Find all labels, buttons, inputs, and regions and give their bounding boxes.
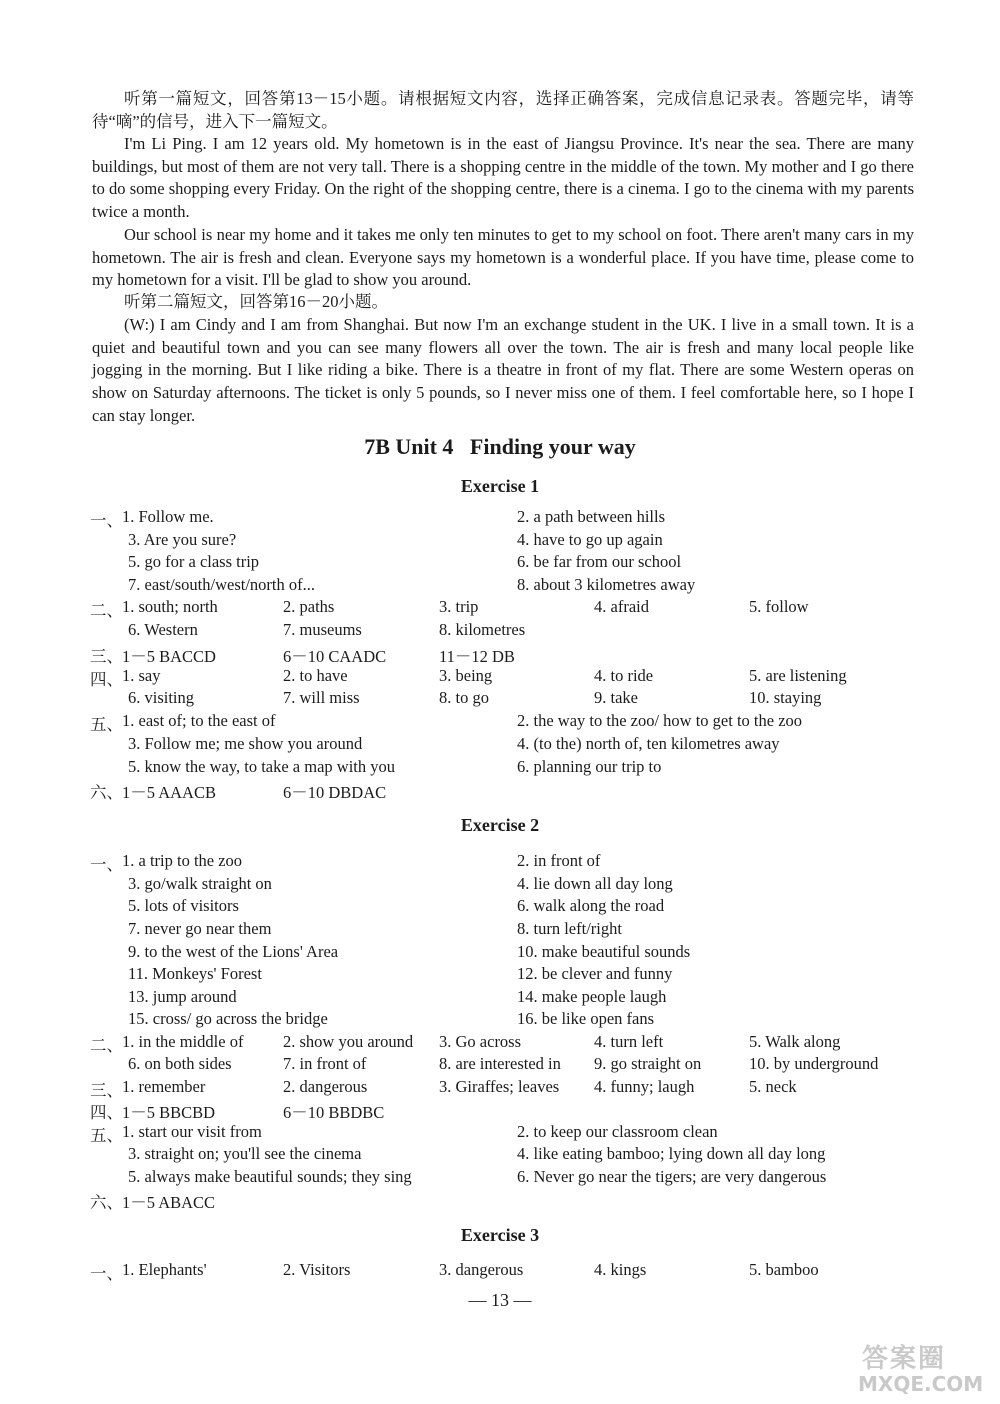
answer-item: 6. visiting [128, 688, 195, 707]
answer-row [0, 666, 1000, 688]
answer-item: 3. dangerous [439, 1260, 524, 1279]
answer-row [0, 1077, 1000, 1099]
answer-row [0, 530, 1000, 552]
answer-item: 4. turn left [594, 1032, 664, 1051]
answer-item: 2. to keep our classroom clean [517, 1122, 718, 1141]
answer-row [0, 1260, 1000, 1282]
answer-item: 4. afraid [594, 597, 649, 616]
answer-item: 1. east of; to the east of [122, 711, 276, 730]
answer-item: 7. never go near them [128, 919, 272, 938]
section-marker: 一、 [90, 511, 123, 530]
answer-item: 10. make beautiful sounds [517, 942, 691, 961]
answer-item: 3. go/walk straight on [128, 874, 272, 893]
answer-item: 4. to ride [594, 666, 654, 685]
answer-item: 9. to the west of the Lions' Area [128, 942, 339, 961]
answer-item: 4. like eating bamboo; lying down all day long [517, 1144, 826, 1163]
answer-item: 3. Giraffes; leaves [439, 1077, 560, 1096]
answer-item: 4. have to go up again [517, 530, 663, 549]
answer-item: 4. lie down all day long [517, 874, 673, 893]
answer-item: 1. start our visit from [122, 1122, 262, 1141]
answer-item: 4. kings [594, 1260, 647, 1279]
answer-item: 6. planning our trip to [517, 757, 662, 776]
answer-row [0, 757, 1000, 779]
answer-item: 1. say [122, 666, 161, 685]
answer-item: 1－5 BACCD [122, 647, 216, 666]
answer-row [0, 987, 1000, 1009]
answer-row [0, 734, 1000, 756]
answer-row [0, 1144, 1000, 1166]
answer-item: 1. a trip to the zoo [122, 851, 243, 870]
section-marker: 二、 [90, 1036, 123, 1055]
answer-item: 3. being [439, 666, 493, 685]
answer-item: 11. Monkeys' Forest [128, 964, 262, 983]
section-marker: 三、 [90, 647, 123, 666]
section-marker: 一、 [90, 1264, 123, 1283]
answer-item: 10. staying [749, 688, 822, 707]
section-marker: 四、 [90, 670, 123, 689]
answer-row [0, 597, 1000, 619]
answer-item: 1. in the middle of [122, 1032, 244, 1051]
answer-row [0, 1054, 1000, 1076]
listening-intro-1: 听第一篇短文，回答第13－15小题。请根据短文内容，选择正确答案，完成信息记录表。答题完毕，请等待“嘀”的信号，进入下一篇短文。 [92, 89, 914, 131]
watermark-url: MXQE.COM [858, 1372, 984, 1396]
answer-row [0, 643, 1000, 665]
answer-item: 6. Never go near the tigers; are very dangerous [517, 1167, 827, 1186]
exercise-heading: Exercise 2 [460, 815, 540, 835]
section-marker: 六、 [90, 783, 123, 802]
answer-item: 5. lots of visitors [128, 896, 239, 915]
answer-item: 6－10 CAADC [283, 647, 387, 666]
answer-item: 8. turn left/right [517, 919, 622, 938]
answer-item: 6. walk along the road [517, 896, 665, 915]
answer-item: 5. go for a class trip [128, 552, 260, 571]
answer-row [0, 688, 1000, 710]
answer-item: 11－12 DB [439, 647, 515, 666]
answer-item: 12. be clever and funny [517, 964, 673, 983]
answer-row [0, 942, 1000, 964]
answer-item: 7. will miss [283, 688, 360, 707]
watermark-logo: 答案圈 [862, 1344, 947, 1374]
answer-item: 1－5 AAACB [122, 783, 216, 802]
answer-row [0, 1099, 1000, 1121]
answer-item: 1. south; north [122, 597, 218, 616]
section-marker: 二、 [90, 601, 123, 620]
answer-row [0, 851, 1000, 873]
section-marker: 五、 [90, 715, 123, 734]
answer-row [0, 964, 1000, 986]
answer-item: 3. Follow me; me show you around [128, 734, 363, 753]
listening-intro-2: 听第二篇短文，回答第16－20小题。 [124, 292, 388, 311]
answer-item: 6－10 BBDBC [283, 1103, 385, 1122]
answer-item: 9. take [594, 688, 638, 707]
answer-item: 8. kilometres [439, 620, 526, 639]
answer-item: 2. paths [283, 597, 335, 616]
answer-item: 9. go straight on [594, 1054, 702, 1073]
answer-row [0, 620, 1000, 642]
answer-item: 2. to have [283, 666, 348, 685]
answer-item: 7. in front of [283, 1054, 367, 1073]
answer-item: 5. neck [749, 1077, 797, 1096]
answer-item: 7. museums [283, 620, 362, 639]
answer-item: 5. follow [749, 597, 809, 616]
answer-item: 1－5 BBCBD [122, 1103, 216, 1122]
section-marker: 六、 [90, 1193, 123, 1212]
answer-item: 2. the way to the zoo/ how to get to the zoo [517, 711, 803, 730]
unit-title: 7B Unit 4 Finding your way [364, 434, 636, 459]
answer-item: 2. Visitors [283, 1260, 351, 1279]
answer-row [0, 507, 1000, 529]
answer-item: 2. dangerous [283, 1077, 368, 1096]
answer-item: 5. are listening [749, 666, 847, 685]
answer-item: 16. be like open fans [517, 1009, 655, 1028]
answer-row [0, 575, 1000, 597]
answer-row [0, 1189, 1000, 1211]
answer-item: 6. Western [128, 620, 198, 639]
answer-item: 8. to go [439, 688, 489, 707]
answer-row [0, 711, 1000, 733]
section-marker: 一、 [90, 855, 123, 874]
answer-row [0, 1122, 1000, 1144]
answer-item: 5. always make beautiful sounds; they sing [128, 1167, 412, 1186]
answer-item: 15. cross/ go across the bridge [128, 1009, 328, 1028]
answer-row [0, 779, 1000, 801]
answer-row [0, 919, 1000, 941]
answer-row [0, 552, 1000, 574]
answer-item: 1. Follow me. [122, 507, 214, 526]
answer-row [0, 1032, 1000, 1054]
answer-item: 10. by underground [749, 1054, 879, 1073]
answer-row [0, 1009, 1000, 1031]
page-number: — 13 — [468, 1290, 532, 1310]
section-marker: 四、 [90, 1103, 123, 1122]
answer-item: 4. funny; laugh [594, 1077, 695, 1096]
answer-item: 1. Elephants' [122, 1260, 207, 1279]
section-marker: 三、 [90, 1081, 123, 1100]
answer-row [0, 1167, 1000, 1189]
answer-item: 1－5 ABACC [122, 1193, 216, 1212]
answer-item: 3. Go across [439, 1032, 522, 1051]
answer-item: 7. east/south/west/north of... [128, 575, 315, 594]
answer-item: 3. Are you sure? [128, 530, 237, 549]
passage-paragraph: I'm Li Ping. I am 12 years old. My hometown is in the east of Jiangsu Province. It's near the sea. There are many buildings, but most of them are not very tall. There is a shopping centre in the middle of the town. My mother and I go there to do some shopping every Friday. On the right of the shopping centre, there is a cinema. I go to the cinema with my parents twice a month. [92, 134, 914, 222]
exercise-heading: Exercise 1 [460, 476, 540, 496]
answer-item: 2. show you around [283, 1032, 414, 1051]
section-marker: 五、 [90, 1126, 123, 1145]
passage-paragraph: Our school is near my home and it takes me only ten minutes to get to my school on foot. There aren't many cars in my hometown. The air is fresh and clean. Everyone says my hometown is a wonderful place. If you have time, please come to my hometown for a visit. I'll be glad to show you around. [92, 225, 914, 290]
answer-item: 8. about 3 kilometres away [517, 575, 696, 594]
answer-item: 2. in front of [517, 851, 601, 870]
answer-item: 3. trip [439, 597, 479, 616]
answer-item: 6. be far from our school [517, 552, 682, 571]
answer-item: 5. Walk along [749, 1032, 841, 1051]
answer-item: 6－10 DBDAC [283, 783, 387, 802]
answer-item: 1. remember [122, 1077, 206, 1096]
answer-row [0, 896, 1000, 918]
answer-item: 4. (to the) north of, ten kilometres away [517, 734, 780, 753]
answer-item: 5. bamboo [749, 1260, 819, 1279]
answer-item: 13. jump around [128, 987, 237, 1006]
answer-item: 8. are interested in [439, 1054, 561, 1073]
answer-item: 5. know the way, to take a map with you [128, 757, 395, 776]
answer-item: 14. make people laugh [517, 987, 667, 1006]
answer-row [0, 874, 1000, 896]
answer-item: 2. a path between hills [517, 507, 666, 526]
exercise-heading: Exercise 3 [460, 1225, 540, 1245]
answer-item: 6. on both sides [128, 1054, 232, 1073]
passage-paragraph: (W:) I am Cindy and I am from Shanghai. But now I'm an exchange student in the UK. I live in a small town. It is a quiet and beautiful town and you can see many flowers all over the town. The air is fresh and many local people like jogging in the morning. But I like riding a bike. There is a theatre in front of my flat. There are some Western operas on show on Saturday afternoons. The ticket is only 5 pounds, so I never miss one of them. I feel comfortable here, so I hope I can stay longer. [92, 315, 914, 425]
answer-item: 3. straight on; you'll see the cinema [128, 1144, 362, 1163]
